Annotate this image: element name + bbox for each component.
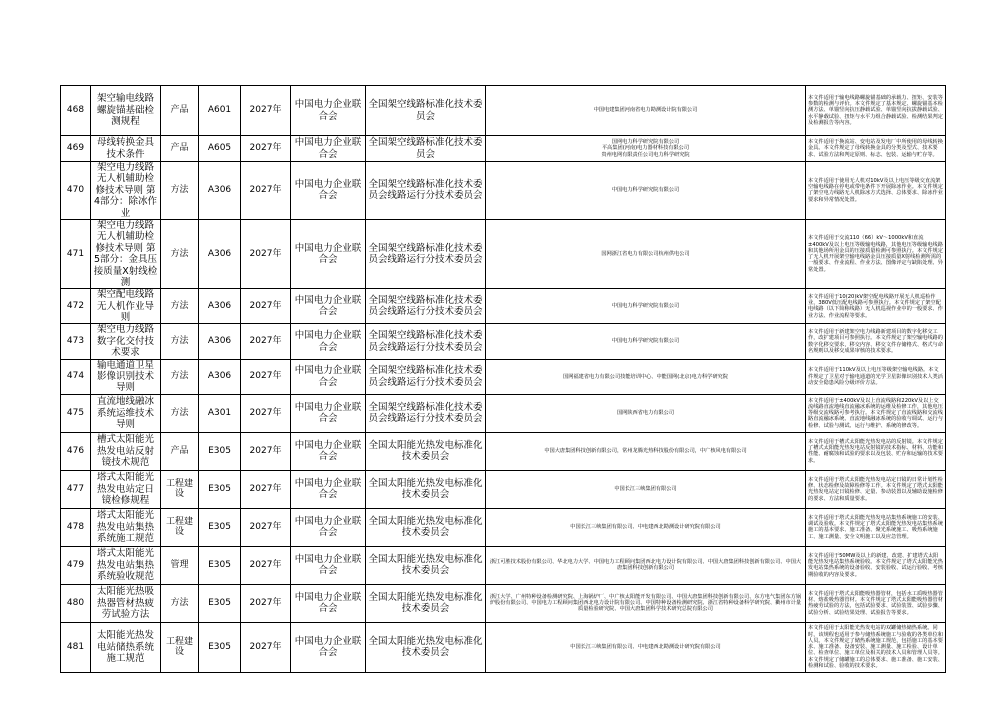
standard-code: E305: [199, 546, 241, 584]
technical-committee: 全国架空线路标准化技术委员会: [366, 136, 486, 162]
drafting-units: 国网陕西省电力有限公司: [486, 394, 806, 432]
standard-name: 输电通道卫星影像识别技术导则: [91, 359, 161, 394]
standard-code: A605: [199, 136, 241, 162]
table-row: [61, 289, 946, 324]
standard-code: E305: [199, 432, 241, 470]
standard-name: 太阳能光热发电站储热系统施工规范: [91, 622, 161, 672]
standard-name: 架空配电线路无人机作业导则: [91, 289, 161, 324]
technical-committee: 全国太阳能光热发电标准化技术委员会: [366, 584, 486, 622]
row-number: 473: [61, 324, 91, 359]
standard-code: E305: [199, 622, 241, 672]
completion-year: 2027年: [241, 136, 291, 162]
row-number: 476: [61, 432, 91, 470]
scope-description: 本文件适用于±400kV及以上直流线路和220kV及以上交流线路直流地线直流融冰系统的运维及检修工作，其他电压等级交流线路可参考执行。本文件规定了直流线路和交流线路直流融冰系统、直流地线融冰系统的验收与调试、运行与检修、试验与测试、运行与维护、系统的修改等。: [806, 394, 946, 432]
completion-year: 2027年: [241, 470, 291, 508]
organizing-body: 中国电力企业联合会: [291, 136, 366, 162]
standard-category: 方法: [161, 289, 199, 324]
row-number: 472: [61, 289, 91, 324]
standard-name: 直流地线融冰系统运维技术导则: [91, 394, 161, 432]
standard-name: 太阳能光热吸热器管材热疲劳试验方法: [91, 584, 161, 622]
organizing-body: 中国电力企业联合会: [291, 219, 366, 288]
technical-committee: 全国太阳能光热发电标准化技术委员会: [366, 622, 486, 672]
standard-category: 方法: [161, 219, 199, 288]
standard-category: 产品: [161, 136, 199, 162]
organizing-body: 中国电力企业联合会: [291, 324, 366, 359]
standard-code: A306: [199, 289, 241, 324]
standard-code: A306: [199, 324, 241, 359]
drafting-units: 中国电力科学研究院有限公司: [486, 324, 806, 359]
standard-category: 工程建设: [161, 508, 199, 546]
table-row: [61, 508, 946, 546]
table-row: [61, 546, 946, 584]
completion-year: 2027年: [241, 432, 291, 470]
organizing-body: 中国电力企业联合会: [291, 394, 366, 432]
completion-year: 2027年: [241, 622, 291, 672]
technical-committee: 全国架空线路标准化技术委员会线路运行分技术委员会: [366, 324, 486, 359]
standard-name: 槽式太阳能光热发电站反射镜技术规范: [91, 432, 161, 470]
table-row: [61, 394, 946, 432]
scope-description: 本文件适用于使用无人机对10kV及以上电压等级交直流架空输电线路在停电或带电条件下开展除冰作业。本文件规定了架空电力线路无人机除冰方式选择、总体要求、除冰作业要求和异常情况处置。: [806, 162, 946, 220]
row-number: 477: [61, 470, 91, 508]
technical-committee: 全国太阳能光热发电标准化技术委员会: [366, 508, 486, 546]
standard-category: 方法: [161, 394, 199, 432]
row-number: 479: [61, 546, 91, 584]
standard-category: 方法: [161, 584, 199, 622]
drafting-units: 浙江可胜技术股份有限公司、华北电力大学、中国电力工程顾问集团西北电力设计院有限公司、中国大唐集团科技创新有限公司、中国大唐集团科技创新有限公司: [486, 546, 806, 584]
drafting-units: 中国电力科学研究院有限公司: [486, 289, 806, 324]
scope-description: 本文件适用于太阳能光热发电站的双罐储热储热系统。同时，该规程也适用于参与储热系统施工与验收的各类单位和人员。本文件规定了储热系统施工规范，包括施工的基本要求、施工准备、设备安装、施工测量、施工检验、设计单位、检查单位、施工单位及相关的技术人员和管理人员等。本文件规定了储罐施工的总体要求、施工准备、施工安装、检测和试验、验收的技术要求。: [806, 622, 946, 672]
organizing-body: 中国电力企业联合会: [291, 546, 366, 584]
table-row: [61, 136, 946, 162]
table-body: [61, 86, 946, 673]
drafting-units: 中国长江三峡集团有限公司、中电建西北勘测设计研究院有限公司: [486, 622, 806, 672]
table-row: [61, 432, 946, 470]
scope-description: 本文件适用于塔式太阳能光热发电站定日镜的日常计划性检修、状态检修及故障检修等工作。本文件规定了塔式太阳能光热发电站定日镜检修、定量、参动装置以及辅助设施检修的要求、方法和质量要求。: [806, 470, 946, 508]
drafting-units: 中国大唐集团科技创新有限公司，常州龙腾光热科技股份有限公司，中广核风电有限公司: [486, 432, 806, 470]
standards-plan-table: [60, 85, 946, 673]
drafting-units: 国网浙江省电力有限公司杭州供电公司: [486, 219, 806, 288]
technical-committee: 全国架空线路标准化技术委员会线路运行分技术委员会: [366, 394, 486, 432]
standard-category: 管理: [161, 546, 199, 584]
table-row: [61, 622, 946, 672]
scope-description: 本文件适用于交流110（66）kV～1000kV和直流±400kV及以上电压等级输电线路，其他电压等级输电线路和其他场所用金具的压接质量检测可参照执行。本文件规定了无人机开展架空输电线路金具压接质量X射线检测所需的一般要求、作业流程、作业方法、图像评定与缺陷处理、异常处置。: [806, 219, 946, 288]
standard-name: 架空电力线路无人机辅助检修技术导则 第4部分：除冰作业: [91, 162, 161, 220]
drafting-units: 国网电力科学研究院有限公司 平高集团(河南)电力器材科技有限公司 贵州电网有限责任公司电力科学研究院: [486, 136, 806, 162]
standard-code: A306: [199, 162, 241, 220]
table-row: [61, 324, 946, 359]
standard-code: E305: [199, 508, 241, 546]
standard-category: 方法: [161, 162, 199, 220]
organizing-body: 中国电力企业联合会: [291, 359, 366, 394]
technical-committee: 全国太阳能光热发电标准化技术委员会: [366, 432, 486, 470]
standard-code: A306: [199, 219, 241, 288]
table-row: [61, 162, 946, 220]
technical-committee: 全国太阳能光热发电标准化技术委员会: [366, 546, 486, 584]
standard-category: 方法: [161, 324, 199, 359]
standard-category: 产品: [161, 432, 199, 470]
standard-code: A301: [199, 394, 241, 432]
drafting-units: 浙江大学、广州特种设备检测研究院、上海锅炉厂、中广核太阳能开发有限公司、中国大唐集团科技创新有限公司、东方电气集团东方锅炉股份有限公司、中国电力工程顾问集团西北电力设计院有限公司、中国特种设备检测研究院、浙江省特种设备科学研究院、衢州市计量质量检验研究院、中国大唐集团科学技术研究总院有限公司: [486, 584, 806, 622]
scope-description: 本文件适用于塔式太阳能吸热器管材，包括水工质吸热器管材、熔盐吸热器管材。本文件规定了塔式太阳能吸热器管材热疲劳试验的方法，包括试验要求、试验装置、试验步骤、试验分析、试验结果处理、试验报告等要求。: [806, 584, 946, 622]
completion-year: 2027年: [241, 584, 291, 622]
scope-description: 本文件适用于塔式太阳能光热发电站集热系统施工的安装、调试及验收。本文件规定了塔式太阳能光热发电站集热系统施工的基本要求、施工准备、聚光系统施工、吸热系统施工、施工测量、安全文明施工以及应急管理。: [806, 508, 946, 546]
organizing-body: 中国电力企业联合会: [291, 432, 366, 470]
table-row: [61, 359, 946, 394]
technical-committee: 全国架空线路标准化技术委员会线路运行分技术委员会: [366, 219, 486, 288]
standard-name: 母线转换金具技术条件: [91, 136, 161, 162]
scope-description: 本文件适用于槽式太阳能光热发电站的反射镜。本文件规定了槽式太阳能光热发电站反射镜的技术指标、材料、功能和性能、耐腐蚀和试验的要求以及包装、贮存和运输的技术要求。: [806, 432, 946, 470]
drafting-units: 中国电建集团河南省电力勘测设计院有限公司: [486, 86, 806, 136]
standard-code: E305: [199, 470, 241, 508]
drafting-units: 中国电力科学研究院有限公司: [486, 162, 806, 220]
organizing-body: 中国电力企业联合会: [291, 584, 366, 622]
standard-name: 塔式太阳能光热发电站集热系统验收规范: [91, 546, 161, 584]
completion-year: 2027年: [241, 546, 291, 584]
drafting-units: 中国长江三峡集团有限公司、中电建西北勘测设计研究院有限公司: [486, 508, 806, 546]
row-number: 481: [61, 622, 91, 672]
completion-year: 2027年: [241, 394, 291, 432]
technical-committee: 全国架空线路标准化技术委员会线路运行分技术委员会: [366, 359, 486, 394]
scope-description: 本文件适用于输电线路螺旋锚基础的承载力、扭矩、安装等参数的检测与评价。本文件规定了基本规定、螺旋锚基本检测方法、单锚竖向抗压静载试验、单锚竖向抗拔静载试验、水平静载试验、扭矩与水平力组合静载试验、检测结果判定及检测报告等内容。: [806, 86, 946, 136]
standard-category: 工程建设: [161, 622, 199, 672]
technical-committee: 全国架空线路标准化技术委员会线路运行分技术委员会: [366, 289, 486, 324]
completion-year: 2027年: [241, 508, 291, 546]
row-number: 468: [61, 86, 91, 136]
scope-description: 本文件适用于50MW及以上的新建、改建、扩建塔式太阳能光热发电站集热系统验收。本文件规定了塔式太阳能光热发电站集热系统的设备验收、安装验收、试运行验收、考核期验收的内容及要求。: [806, 546, 946, 584]
technical-committee: 全国架空线路标准化技术委员会线路运行分技术委员会: [366, 162, 486, 220]
organizing-body: 中国电力企业联合会: [291, 162, 366, 220]
organizing-body: 中国电力企业联合会: [291, 470, 366, 508]
completion-year: 2027年: [241, 86, 291, 136]
drafting-units: 国网福建省电力有限公司技能培训中心、中能国网(北京)电力科学研究院: [486, 359, 806, 394]
table-row: [61, 219, 946, 288]
completion-year: 2027年: [241, 162, 291, 220]
row-number: 474: [61, 359, 91, 394]
table-row: [61, 86, 946, 136]
completion-year: 2027年: [241, 359, 291, 394]
completion-year: 2027年: [241, 219, 291, 288]
row-number: 478: [61, 508, 91, 546]
standard-category: 产品: [161, 86, 199, 136]
organizing-body: 中国电力企业联合会: [291, 86, 366, 136]
completion-year: 2027年: [241, 289, 291, 324]
scope-description: 本文件适用于新建架空电力线路新建项目的数字化移交工作，改扩建项目可参照执行。本文件规定了架空输电线路的数字化移交要求，移交内容、移交文件存储格式、格式与命名规则以及移交成果审核的技术要求。: [806, 324, 946, 359]
standard-name: 塔式太阳能光热发电站定日镜检修规程: [91, 470, 161, 508]
standard-code: A306: [199, 359, 241, 394]
technical-committee: 全国架空线路标准化技术委员会: [366, 86, 486, 136]
scope-description: 本文件适用于换流站、变电站及发电厂中所使用的母线转换金具。本文件规定了母线转换金具的分类及型式、技术要求、试验方法和判定原则、标志、包装、运输与贮存等。: [806, 136, 946, 162]
drafting-units: 中国长江三峡集团有限公司: [486, 470, 806, 508]
standard-code: A601: [199, 86, 241, 136]
standard-name: 架空电力线路数字化交付技术要求: [91, 324, 161, 359]
row-number: 470: [61, 162, 91, 220]
standard-category: 工程建设: [161, 470, 199, 508]
table-row: [61, 470, 946, 508]
standard-category: 方法: [161, 359, 199, 394]
organizing-body: 中国电力企业联合会: [291, 622, 366, 672]
technical-committee: 全国太阳能光热发电标准化技术委员会: [366, 470, 486, 508]
row-number: 480: [61, 584, 91, 622]
row-number: 475: [61, 394, 91, 432]
standard-code: E305: [199, 584, 241, 622]
row-number: 469: [61, 136, 91, 162]
scope-description: 本文件适用于110kV及以上电压等级架空输电线路。本文件规定了卫星对于输电通道的光学卫星影像识别技术人类活动安全隐患风险分级评价方法。: [806, 359, 946, 394]
scope-description: 本文件适用于10(20)kV架空配电线路开展无人机巡检作业，380V低压配电线路可参照执行。本文件规定了架空配电线路（以下简称线路）无人机巡视作业中的一般要求、作业方法、作业流程等要求。: [806, 289, 946, 324]
table-row: [61, 584, 946, 622]
organizing-body: 中国电力企业联合会: [291, 508, 366, 546]
organizing-body: 中国电力企业联合会: [291, 289, 366, 324]
standard-name: 塔式太阳能光热发电站集热系统施工规范: [91, 508, 161, 546]
row-number: 471: [61, 219, 91, 288]
standard-name: 架空输电线路螺旋锚基础检测规程: [91, 86, 161, 136]
standard-name: 架空电力线路无人机辅助检修技术导则 第5部分：金具压接质量X射线检测: [91, 219, 161, 288]
completion-year: 2027年: [241, 324, 291, 359]
